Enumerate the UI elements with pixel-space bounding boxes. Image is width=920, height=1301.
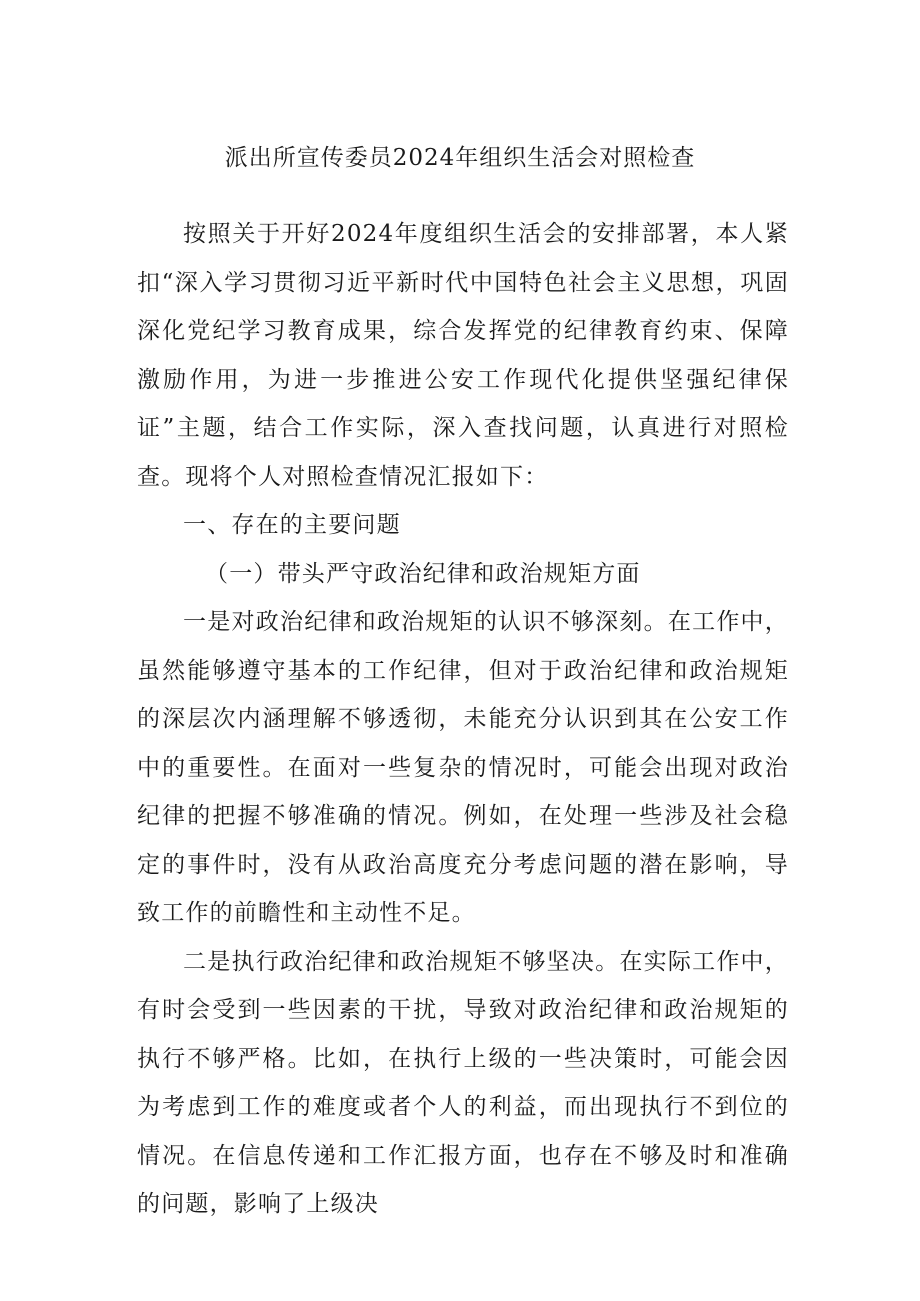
section-heading-main-problems: 一、存在的主要问题 xyxy=(183,512,401,538)
paragraph-point-one: 一是对政治纪律和政治规矩的认识不够深刻。在工作中，虽然能够遵守基本的工作纪律，但对于政治纪律和政治规矩的深层次内涵理解不够透彻，未能充分认识到其在公安工作中的重要性。在面对一些复杂的情况时，可能会出现对政治纪律的把握不够准确的情况。例如，在处理一些涉及社会稳定的事件时，没有从政治高度充分考虑问题的潜在影响，导致工作的前瞻性和主动性不足。 xyxy=(137,609,789,926)
subsection-heading-political-discipline: （一）带头严守政治纪律和政治规矩方面 xyxy=(205,560,641,587)
paragraph-point-two: 二是执行政治纪律和政治规矩不够坚决。在实际工作中，有时会受到一些因素的干扰，导致对政治纪律和政治规矩的执行不够严格。比如，在执行上级的一些决策时，可能会因为考虑到工作的难度或者个人的利益，而出现执行不到位的情况。在信息传递和工作汇报方面，也存在不够及时和准确的问题，影响了上级决 xyxy=(137,948,789,1217)
intro-paragraph: 按照关于开好2024年度组织生活会的安排部署，本人紧扣“深入学习贯彻习近平新时代中国特色社会主义思想，巩固深化党纪学习教育成果，综合发挥党的纪律教育约束、保障激励作用，为进一步推进公安工作现代化提供坚强纪律保证”主题，结合工作实际，深入查找问题，认真进行对照检查。现将个人对照检查情况汇报如下： xyxy=(137,221,789,490)
document-body xyxy=(137,210,789,1229)
document-title: 派出所宣传委员2024年组织生活会对照检查 xyxy=(224,145,696,171)
